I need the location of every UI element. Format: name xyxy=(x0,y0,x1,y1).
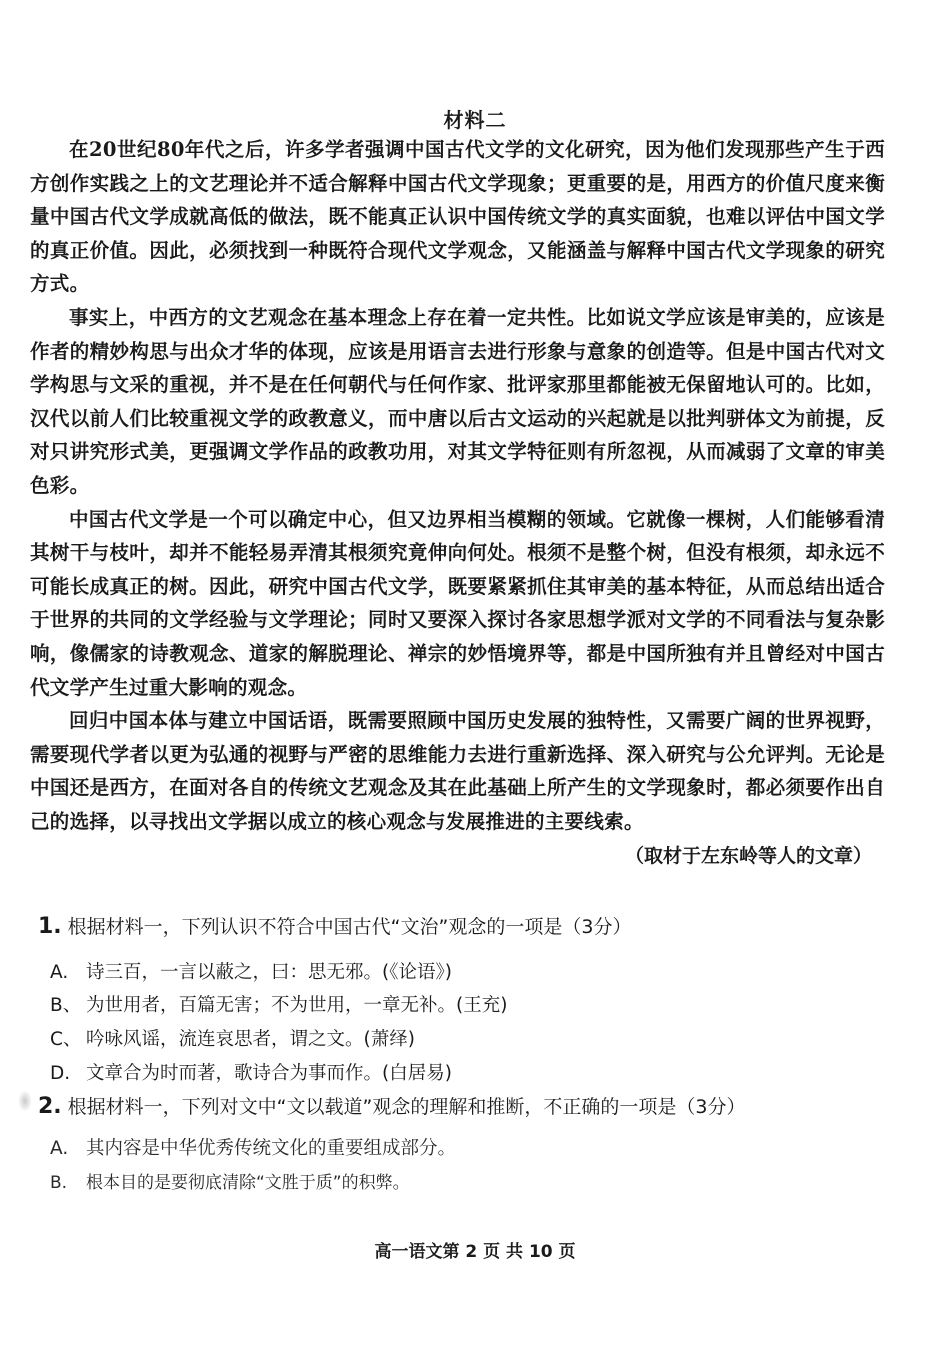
passage-paragraph: 事实上，中西方的文艺观念在基本理念上存在着一定共性。比如说文学应该是审美的，应该是作者的精妙构思与出众才华的体现，应该是用语言去进行形象与意象的创造等。但是中国古代对文学构思与文采的重视，并不是在任何朝代与任何作家、批评家那里都能被无保留地认可的。比如，汉代以前人们比较重视文学的政教意义，而中唐以后古文运动的兴起就是以批判骈体文为前提，反对只讲究形式美，更强调文学作品的政教功用，对其文学特征则有所忽视，从而减弱了文章的审美色彩。 xyxy=(30,305,885,497)
question-1-option-d xyxy=(50,1059,452,1085)
question-1 xyxy=(38,912,888,939)
option-letter: B. xyxy=(50,1173,68,1193)
question-2-option-b xyxy=(50,1168,410,1193)
option-letter: D. xyxy=(50,1063,71,1084)
option-text: 根本目的是要彻底清除“文胜于质”的积弊。 xyxy=(86,1173,410,1193)
option-text: 吟咏风谣，流连哀思者，谓之文。(萧绎) xyxy=(86,1029,415,1050)
option-letter: B、 xyxy=(50,995,82,1016)
passage-paragraph: 回归中国本体与建立中国话语，既需要照顾中国历史发展的独特性，又需要广阔的世界视野，需要现代学者以更为弘通的视野与严密的思维能力去进行重新选择、深入研究与公允评判。无论是中国还是西方，在面对各自的传统文艺观念及其在此基础上所产生的文学现象时，都必须要作出自己的选择，以寻找出文学据以成立的核心观念与发展推进的主要线索。 xyxy=(30,709,885,833)
material-title: 材料二 xyxy=(443,108,507,132)
question-stem: 根据材料一，下列对文中“文以载道”观念的理解和推断，不正确的一项是（3分） xyxy=(67,1096,746,1118)
page-footer: 高一语文第 2 页 共 10 页 xyxy=(374,1242,576,1262)
question-number: 1. xyxy=(38,914,62,939)
question-number: 2. xyxy=(38,1094,62,1119)
question-1-option-c xyxy=(50,1025,415,1051)
material-passage xyxy=(30,133,885,838)
passage-paragraph: 中国古代文学是一个可以确定中心，但又边界相当模糊的领域。它就像一棵树，人们能够看清其树干与枝叶，却并不能轻易弄清其根须究竟伸向何处。根须不是整个树，但没有根须，却永远不可能长成真正的树。因此，研究中国古代文学，既要紧紧抓住其审美的基本特征，从而总结出适合于世界的共同的文学经验与文学理论；同时又要深入探讨各家思想学派对文学的不同看法与复杂影响，像儒家的诗教观念、道家的解脱理论、禅宗的妙悟境界等，都是中国所独有并且曾经对中国古代文学产生过重大影响的观念。 xyxy=(30,507,885,699)
scan-smudge xyxy=(18,1090,32,1112)
option-text: 文章合为时而著，歌诗合为事而作。(白居易) xyxy=(86,1063,452,1084)
option-text: 其内容是中华优秀传统文化的重要组成部分。 xyxy=(86,1138,457,1159)
question-1-option-a xyxy=(50,958,452,984)
option-letter: A. xyxy=(50,1138,69,1159)
question-stem: 根据材料一，下列认识不符合中国古代“文治”观念的一项是（3分） xyxy=(67,916,632,938)
option-text: 诗三百，一言以蔽之，曰：思无邪。(《论语》) xyxy=(86,962,452,983)
passage-source: （取材于左东岭等人的文章） xyxy=(624,845,872,867)
question-2-option-a xyxy=(50,1134,456,1160)
question-1-option-b xyxy=(50,991,507,1017)
passage-paragraph: 在20世纪80年代之后，许多学者强调中国古代文学的文化研究，因为他们发现那些产生于西方创作实践之上的文艺理论并不适合解释中国古代文学现象；更重要的是，用西方的价值尺度来衡量中国古代文学成就高低的做法，既不能真正认识中国传统文学的真实面貌，也难以评估中国文学的真正价值。因此，必须找到一种既符合现代文学观念，又能涵盖与解释中国古代文学现象的研究方式。 xyxy=(30,138,885,296)
option-letter: A. xyxy=(50,962,69,983)
option-text: 为世用者，百篇无害；不为世用，一章无补。(王充) xyxy=(86,995,508,1016)
question-2 xyxy=(38,1092,888,1119)
option-letter: C、 xyxy=(50,1029,82,1050)
